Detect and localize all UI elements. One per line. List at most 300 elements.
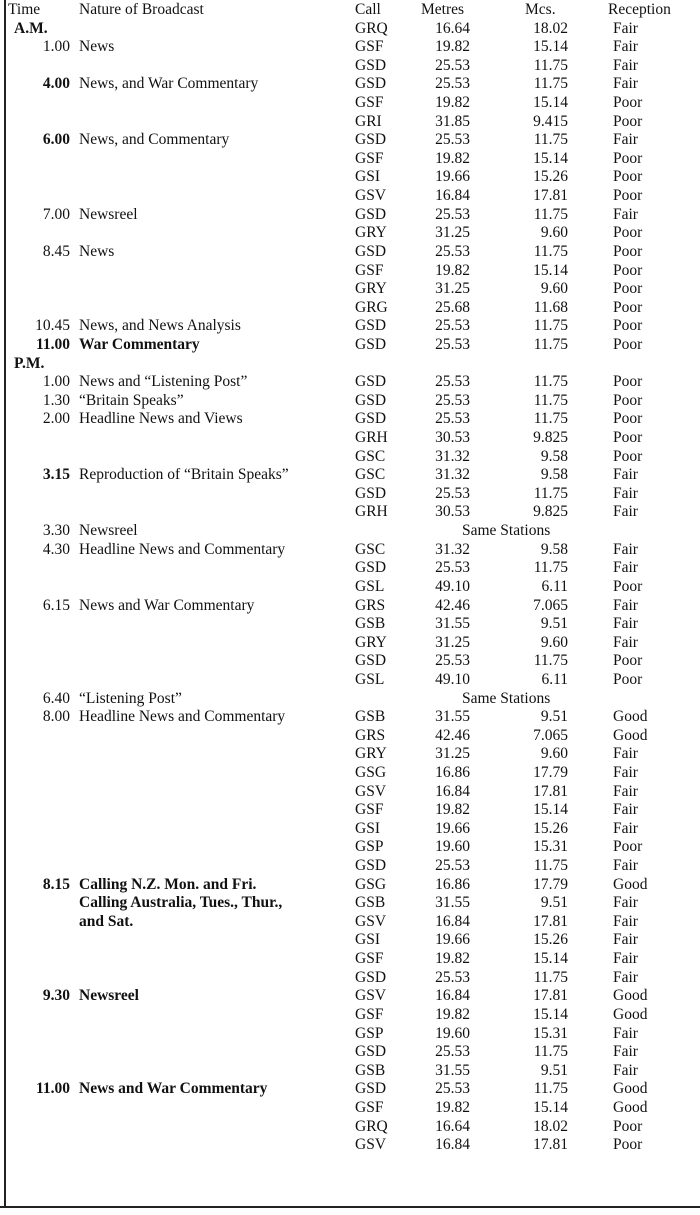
table-row bbox=[0, 559, 700, 578]
table-row bbox=[0, 1062, 700, 1081]
nature-cell: “Britain Speaks” bbox=[79, 391, 184, 409]
metres-cell: 19.82 bbox=[435, 801, 470, 819]
time-cell: 8.15 bbox=[42, 875, 70, 893]
table-row bbox=[0, 931, 700, 950]
mcs-cell: 17.81 bbox=[533, 1136, 568, 1154]
table-row bbox=[0, 206, 700, 225]
header-metres: Metres bbox=[421, 1, 465, 18]
table-row bbox=[0, 690, 700, 709]
header-call: Call bbox=[355, 1, 381, 18]
call-sign-cell: GSD bbox=[355, 1080, 387, 1098]
table-row bbox=[0, 1099, 700, 1118]
reception-cell: Fair bbox=[613, 466, 638, 484]
reception-cell: Poor bbox=[613, 242, 643, 260]
time-cell: 10.45 bbox=[35, 317, 70, 335]
reception-cell: Poor bbox=[613, 94, 643, 112]
table-row bbox=[0, 857, 700, 876]
mcs-cell: 9.58 bbox=[540, 447, 568, 465]
mcs-cell: 15.31 bbox=[533, 1024, 568, 1042]
table-row bbox=[0, 894, 700, 913]
metres-cell: 16.84 bbox=[435, 187, 470, 205]
time-cell: 9.30 bbox=[42, 987, 70, 1005]
table-row bbox=[0, 113, 700, 132]
call-sign-cell: GSB bbox=[355, 894, 386, 912]
call-sign-cell: GRY bbox=[355, 280, 387, 298]
metres-cell: 16.86 bbox=[435, 875, 470, 893]
nature-cell: Reproduction of “Britain Speaks” bbox=[79, 466, 289, 484]
metres-cell: 25.53 bbox=[435, 410, 470, 428]
nature-cell: War Commentary bbox=[79, 335, 200, 353]
call-sign-cell: GSF bbox=[355, 801, 384, 819]
call-sign-cell: GRQ bbox=[355, 19, 388, 37]
mcs-cell: 9.51 bbox=[540, 615, 568, 633]
metres-cell: 42.46 bbox=[435, 726, 470, 744]
metres-cell: 19.82 bbox=[435, 1005, 470, 1023]
metres-cell: 16.86 bbox=[435, 763, 470, 781]
table-row bbox=[0, 1118, 700, 1137]
reception-cell: Fair bbox=[613, 596, 638, 614]
nature-cell: Newsreel bbox=[79, 522, 138, 540]
mcs-cell: 11.75 bbox=[533, 317, 568, 335]
table-row bbox=[0, 838, 700, 857]
table-row bbox=[0, 876, 700, 895]
time-cell: 6.40 bbox=[42, 689, 70, 707]
metres-cell: 25.53 bbox=[435, 75, 470, 93]
call-sign-cell: GSV bbox=[355, 187, 387, 205]
mcs-cell: 9.825 bbox=[533, 503, 568, 521]
reception-cell: Poor bbox=[613, 838, 643, 856]
metres-cell: 25.68 bbox=[435, 298, 470, 316]
reception-cell: Fair bbox=[613, 205, 638, 223]
table-row bbox=[0, 466, 700, 485]
metres-cell: 25.53 bbox=[435, 652, 470, 670]
nature-cell: and Sat. bbox=[79, 912, 134, 930]
mcs-cell: 11.75 bbox=[533, 857, 568, 875]
mcs-cell: 7.065 bbox=[533, 596, 568, 614]
metres-cell: 19.82 bbox=[435, 261, 470, 279]
table-row bbox=[0, 94, 700, 113]
call-sign-cell: GSG bbox=[355, 875, 387, 893]
metres-cell: 19.60 bbox=[435, 838, 470, 856]
mcs-cell: 11.75 bbox=[533, 652, 568, 670]
mcs-cell: 11.75 bbox=[533, 242, 568, 260]
table-row bbox=[0, 969, 700, 988]
reception-cell: Good bbox=[613, 875, 648, 893]
nature-cell: Calling N.Z. Mon. and Fri. bbox=[79, 875, 257, 893]
reception-cell: Fair bbox=[613, 559, 638, 577]
header-mcs: Mcs. bbox=[525, 1, 556, 18]
table-row bbox=[0, 280, 700, 299]
mcs-cell: 15.31 bbox=[533, 838, 568, 856]
reception-cell: Poor bbox=[613, 168, 643, 186]
mcs-cell: 11.75 bbox=[533, 391, 568, 409]
nature-cell: News and “Listening Post” bbox=[79, 373, 248, 391]
metres-cell: 31.32 bbox=[435, 447, 470, 465]
call-sign-cell: GSD bbox=[355, 242, 387, 260]
call-sign-cell: GSC bbox=[355, 540, 386, 558]
time-cell: 1.30 bbox=[42, 391, 70, 409]
reception-cell: Fair bbox=[613, 484, 638, 502]
table-row bbox=[0, 429, 700, 448]
metres-cell: 25.53 bbox=[435, 335, 470, 353]
metres-cell: 25.53 bbox=[435, 1080, 470, 1098]
table-row bbox=[0, 708, 700, 727]
table-row bbox=[0, 57, 700, 76]
metres-cell: 42.46 bbox=[435, 596, 470, 614]
reception-cell: Poor bbox=[613, 335, 643, 353]
mcs-cell: 9.60 bbox=[540, 633, 568, 651]
call-sign-cell: GSD bbox=[355, 857, 387, 875]
table-row bbox=[0, 336, 700, 355]
reception-cell: Poor bbox=[613, 149, 643, 167]
table-row bbox=[0, 20, 700, 39]
table-row bbox=[0, 392, 700, 411]
call-sign-cell: GRG bbox=[355, 298, 388, 316]
mcs-cell: 11.75 bbox=[533, 205, 568, 223]
same-stations-cell: Same Stations bbox=[462, 689, 551, 707]
mcs-cell: 15.26 bbox=[533, 931, 568, 949]
nature-cell: Newsreel bbox=[79, 987, 139, 1005]
nature-cell: Headline News and Commentary bbox=[79, 708, 286, 726]
call-sign-cell: GSI bbox=[355, 819, 380, 837]
reception-cell: Fair bbox=[613, 912, 638, 930]
metres-cell: 31.55 bbox=[435, 894, 470, 912]
call-sign-cell: GSD bbox=[355, 391, 387, 409]
call-sign-cell: GSB bbox=[355, 1061, 386, 1079]
table-row bbox=[0, 652, 700, 671]
metres-cell: 16.64 bbox=[435, 1117, 470, 1135]
reception-cell: Poor bbox=[613, 1117, 643, 1135]
metres-cell: 25.53 bbox=[435, 559, 470, 577]
metres-cell: 19.66 bbox=[435, 819, 470, 837]
mcs-cell: 15.26 bbox=[533, 168, 568, 186]
reception-cell: Fair bbox=[613, 1024, 638, 1042]
reception-cell: Good bbox=[613, 1098, 648, 1116]
mcs-cell: 15.14 bbox=[533, 38, 568, 56]
call-sign-cell: GRY bbox=[355, 224, 387, 242]
mcs-cell: 15.14 bbox=[533, 94, 568, 112]
metres-cell: 31.32 bbox=[435, 466, 470, 484]
reception-cell: Poor bbox=[613, 317, 643, 335]
reception-cell: Poor bbox=[613, 373, 643, 391]
nature-cell: News bbox=[79, 242, 115, 260]
table-header bbox=[0, 1, 700, 20]
table-row bbox=[0, 448, 700, 467]
metres-cell: 25.53 bbox=[435, 205, 470, 223]
table-row bbox=[0, 355, 700, 374]
time-cell: 1.00 bbox=[42, 373, 70, 391]
table-row bbox=[0, 801, 700, 820]
metres-cell: 25.53 bbox=[435, 391, 470, 409]
call-sign-cell: GRI bbox=[355, 112, 382, 130]
reception-cell: Poor bbox=[613, 280, 643, 298]
table-row bbox=[0, 541, 700, 560]
table-row bbox=[0, 243, 700, 262]
call-sign-cell: GSD bbox=[355, 317, 387, 335]
nature-cell: Headline News and Commentary bbox=[79, 540, 286, 558]
mcs-cell: 11.75 bbox=[533, 968, 568, 986]
call-sign-cell: GSV bbox=[355, 912, 387, 930]
metres-cell: 25.53 bbox=[435, 857, 470, 875]
call-sign-cell: GSD bbox=[355, 205, 387, 223]
metres-cell: 16.84 bbox=[435, 1136, 470, 1154]
mcs-cell: 9.51 bbox=[540, 894, 568, 912]
mcs-cell: 17.79 bbox=[533, 875, 568, 893]
metres-cell: 30.53 bbox=[435, 503, 470, 521]
reception-cell: Fair bbox=[613, 819, 638, 837]
call-sign-cell: GRQ bbox=[355, 1117, 388, 1135]
table-row bbox=[0, 410, 700, 429]
table-row bbox=[0, 522, 700, 541]
table-row bbox=[0, 373, 700, 392]
call-sign-cell: GSD bbox=[355, 335, 387, 353]
metres-cell: 31.25 bbox=[435, 280, 470, 298]
call-sign-cell: GSD bbox=[355, 373, 387, 391]
nature-cell: Headline News and Views bbox=[79, 410, 243, 428]
call-sign-cell: GRS bbox=[355, 726, 386, 744]
header-nature: Nature of Broadcast bbox=[79, 1, 204, 18]
call-sign-cell: GSD bbox=[355, 484, 387, 502]
time-cell: 11.00 bbox=[35, 335, 70, 353]
metres-cell: 19.66 bbox=[435, 168, 470, 186]
nature-cell: Calling Australia, Tues., Thur., bbox=[79, 894, 283, 912]
call-sign-cell: GSL bbox=[355, 577, 385, 595]
period-label: P.M. bbox=[14, 354, 45, 372]
mcs-cell: 15.14 bbox=[533, 149, 568, 167]
call-sign-cell: GSD bbox=[355, 410, 387, 428]
metres-cell: 31.55 bbox=[435, 615, 470, 633]
metres-cell: 31.55 bbox=[435, 708, 470, 726]
metres-cell: 25.53 bbox=[435, 968, 470, 986]
table-row bbox=[0, 299, 700, 318]
table-row bbox=[0, 913, 700, 932]
call-sign-cell: GRH bbox=[355, 429, 388, 447]
reception-cell: Poor bbox=[613, 1136, 643, 1154]
reception-cell: Fair bbox=[613, 950, 638, 968]
table-row bbox=[0, 187, 700, 206]
mcs-cell: 15.14 bbox=[533, 1005, 568, 1023]
table-row bbox=[0, 1136, 700, 1155]
call-sign-cell: GRS bbox=[355, 596, 386, 614]
nature-cell: Newsreel bbox=[79, 205, 138, 223]
call-sign-cell: GSF bbox=[355, 1098, 384, 1116]
call-sign-cell: GSP bbox=[355, 838, 384, 856]
reception-cell: Fair bbox=[613, 633, 638, 651]
reception-cell: Fair bbox=[613, 1043, 638, 1061]
reception-cell: Poor bbox=[613, 447, 643, 465]
mcs-cell: 17.79 bbox=[533, 763, 568, 781]
table-row bbox=[0, 224, 700, 243]
reception-cell: Good bbox=[613, 708, 648, 726]
metres-cell: 19.82 bbox=[435, 94, 470, 112]
metres-cell: 49.10 bbox=[435, 577, 470, 595]
reception-cell: Good bbox=[613, 726, 648, 744]
metres-cell: 19.60 bbox=[435, 1024, 470, 1042]
metres-cell: 19.82 bbox=[435, 1098, 470, 1116]
reception-cell: Good bbox=[613, 1080, 648, 1098]
table-row bbox=[0, 671, 700, 690]
metres-cell: 49.10 bbox=[435, 670, 470, 688]
reception-cell: Poor bbox=[613, 224, 643, 242]
table-row bbox=[0, 485, 700, 504]
metres-cell: 16.84 bbox=[435, 782, 470, 800]
reception-cell: Fair bbox=[613, 56, 638, 74]
mcs-cell: 17.81 bbox=[533, 987, 568, 1005]
reception-cell: Fair bbox=[613, 931, 638, 949]
time-cell: 4.30 bbox=[42, 540, 70, 558]
mcs-cell: 15.14 bbox=[533, 801, 568, 819]
table-row bbox=[0, 262, 700, 281]
reception-cell: Fair bbox=[613, 968, 638, 986]
mcs-cell: 11.75 bbox=[533, 75, 568, 93]
mcs-cell: 11.75 bbox=[533, 1080, 568, 1098]
time-cell: 1.00 bbox=[42, 38, 70, 56]
mcs-cell: 9.415 bbox=[533, 112, 568, 130]
call-sign-cell: GSV bbox=[355, 1136, 387, 1154]
table-row bbox=[0, 615, 700, 634]
table-row bbox=[0, 1006, 700, 1025]
mcs-cell: 9.60 bbox=[540, 280, 568, 298]
header-time: Time bbox=[8, 1, 41, 18]
metres-cell: 16.64 bbox=[435, 19, 470, 37]
reception-cell: Poor bbox=[613, 670, 643, 688]
call-sign-cell: GSD bbox=[355, 131, 387, 149]
header-reception: Reception bbox=[608, 1, 671, 18]
mcs-cell: 11.75 bbox=[533, 484, 568, 502]
call-sign-cell: GSD bbox=[355, 75, 387, 93]
reception-cell: Poor bbox=[613, 429, 643, 447]
time-cell: 6.00 bbox=[42, 131, 70, 149]
mcs-cell: 11.75 bbox=[533, 410, 568, 428]
mcs-cell: 9.51 bbox=[540, 708, 568, 726]
period-label: A.M. bbox=[14, 19, 48, 37]
call-sign-cell: GSD bbox=[355, 968, 387, 986]
table-row bbox=[0, 503, 700, 522]
metres-cell: 31.55 bbox=[435, 1061, 470, 1079]
mcs-cell: 9.825 bbox=[533, 429, 568, 447]
reception-cell: Fair bbox=[613, 75, 638, 93]
table-row bbox=[0, 634, 700, 653]
nature-cell: News, and News Analysis bbox=[79, 317, 241, 335]
call-sign-cell: GSF bbox=[355, 94, 384, 112]
mcs-cell: 6.11 bbox=[541, 670, 568, 688]
call-sign-cell: GSB bbox=[355, 615, 386, 633]
time-cell: 7.00 bbox=[42, 205, 70, 223]
nature-cell: News, and Commentary bbox=[79, 131, 230, 149]
mcs-cell: 9.58 bbox=[540, 540, 568, 558]
same-stations-cell: Same Stations bbox=[462, 522, 551, 540]
reception-cell: Fair bbox=[613, 19, 638, 37]
call-sign-cell: GSP bbox=[355, 1024, 384, 1042]
call-sign-cell: GSD bbox=[355, 1043, 387, 1061]
time-cell: 8.00 bbox=[42, 708, 70, 726]
metres-cell: 30.53 bbox=[435, 429, 470, 447]
mcs-cell: 11.68 bbox=[533, 298, 568, 316]
metres-cell: 31.32 bbox=[435, 540, 470, 558]
metres-cell: 25.53 bbox=[435, 242, 470, 260]
mcs-cell: 15.14 bbox=[533, 261, 568, 279]
time-cell: 8.45 bbox=[42, 242, 70, 260]
mcs-cell: 9.58 bbox=[540, 466, 568, 484]
mcs-cell: 18.02 bbox=[533, 19, 568, 37]
call-sign-cell: GRY bbox=[355, 745, 387, 763]
reception-cell: Fair bbox=[613, 857, 638, 875]
reception-cell: Fair bbox=[613, 745, 638, 763]
reception-cell: Good bbox=[613, 1005, 648, 1023]
nature-cell: “Listening Post” bbox=[79, 689, 182, 707]
metres-cell: 16.84 bbox=[435, 987, 470, 1005]
mcs-cell: 15.26 bbox=[533, 819, 568, 837]
call-sign-cell: GSF bbox=[355, 950, 384, 968]
metres-cell: 19.66 bbox=[435, 931, 470, 949]
metres-cell: 25.53 bbox=[435, 1043, 470, 1061]
table-row bbox=[0, 1043, 700, 1062]
call-sign-cell: GSB bbox=[355, 708, 386, 726]
mcs-cell: 7.065 bbox=[533, 726, 568, 744]
table-row bbox=[0, 745, 700, 764]
call-sign-cell: GSL bbox=[355, 670, 385, 688]
nature-cell: News and War Commentary bbox=[79, 596, 255, 614]
mcs-cell: 9.60 bbox=[540, 745, 568, 763]
call-sign-cell: GSI bbox=[355, 168, 380, 186]
call-sign-cell: GSC bbox=[355, 447, 386, 465]
table-row bbox=[0, 950, 700, 969]
mcs-cell: 15.14 bbox=[533, 1098, 568, 1116]
call-sign-cell: GSI bbox=[355, 931, 380, 949]
mcs-cell: 9.51 bbox=[540, 1061, 568, 1079]
mcs-cell: 11.75 bbox=[533, 335, 568, 353]
mcs-cell: 11.75 bbox=[533, 373, 568, 391]
mcs-cell: 11.75 bbox=[533, 56, 568, 74]
mcs-cell: 11.75 bbox=[533, 559, 568, 577]
mcs-cell: 17.81 bbox=[533, 782, 568, 800]
call-sign-cell: GSF bbox=[355, 38, 384, 56]
metres-cell: 25.53 bbox=[435, 131, 470, 149]
table-row bbox=[0, 987, 700, 1006]
metres-cell: 31.25 bbox=[435, 745, 470, 763]
reception-cell: Fair bbox=[613, 131, 638, 149]
nature-cell: News and War Commentary bbox=[79, 1080, 268, 1098]
nature-cell: News bbox=[79, 38, 115, 56]
call-sign-cell: GRH bbox=[355, 503, 388, 521]
mcs-cell: 15.14 bbox=[533, 950, 568, 968]
reception-cell: Poor bbox=[613, 261, 643, 279]
mcs-cell: 17.81 bbox=[533, 912, 568, 930]
call-sign-cell: GSG bbox=[355, 763, 387, 781]
reception-cell: Good bbox=[613, 987, 648, 1005]
reception-cell: Poor bbox=[613, 112, 643, 130]
reception-cell: Poor bbox=[613, 187, 643, 205]
call-sign-cell: GRY bbox=[355, 633, 387, 651]
broadcast-schedule-table bbox=[0, 1, 700, 1155]
schedule-rows bbox=[0, 20, 700, 1155]
table-row bbox=[0, 820, 700, 839]
table-row bbox=[0, 75, 700, 94]
nature-cell: News, and War Commentary bbox=[79, 75, 259, 93]
call-sign-cell: GSF bbox=[355, 261, 384, 279]
metres-cell: 31.85 bbox=[435, 112, 470, 130]
metres-cell: 19.82 bbox=[435, 149, 470, 167]
metres-cell: 31.25 bbox=[435, 224, 470, 242]
table-row bbox=[0, 317, 700, 336]
reception-cell: Poor bbox=[613, 577, 643, 595]
reception-cell: Poor bbox=[613, 410, 643, 428]
table-row bbox=[0, 727, 700, 746]
table-row bbox=[0, 578, 700, 597]
reception-cell: Fair bbox=[613, 763, 638, 781]
reception-cell: Fair bbox=[613, 1061, 638, 1079]
reception-cell: Poor bbox=[613, 652, 643, 670]
